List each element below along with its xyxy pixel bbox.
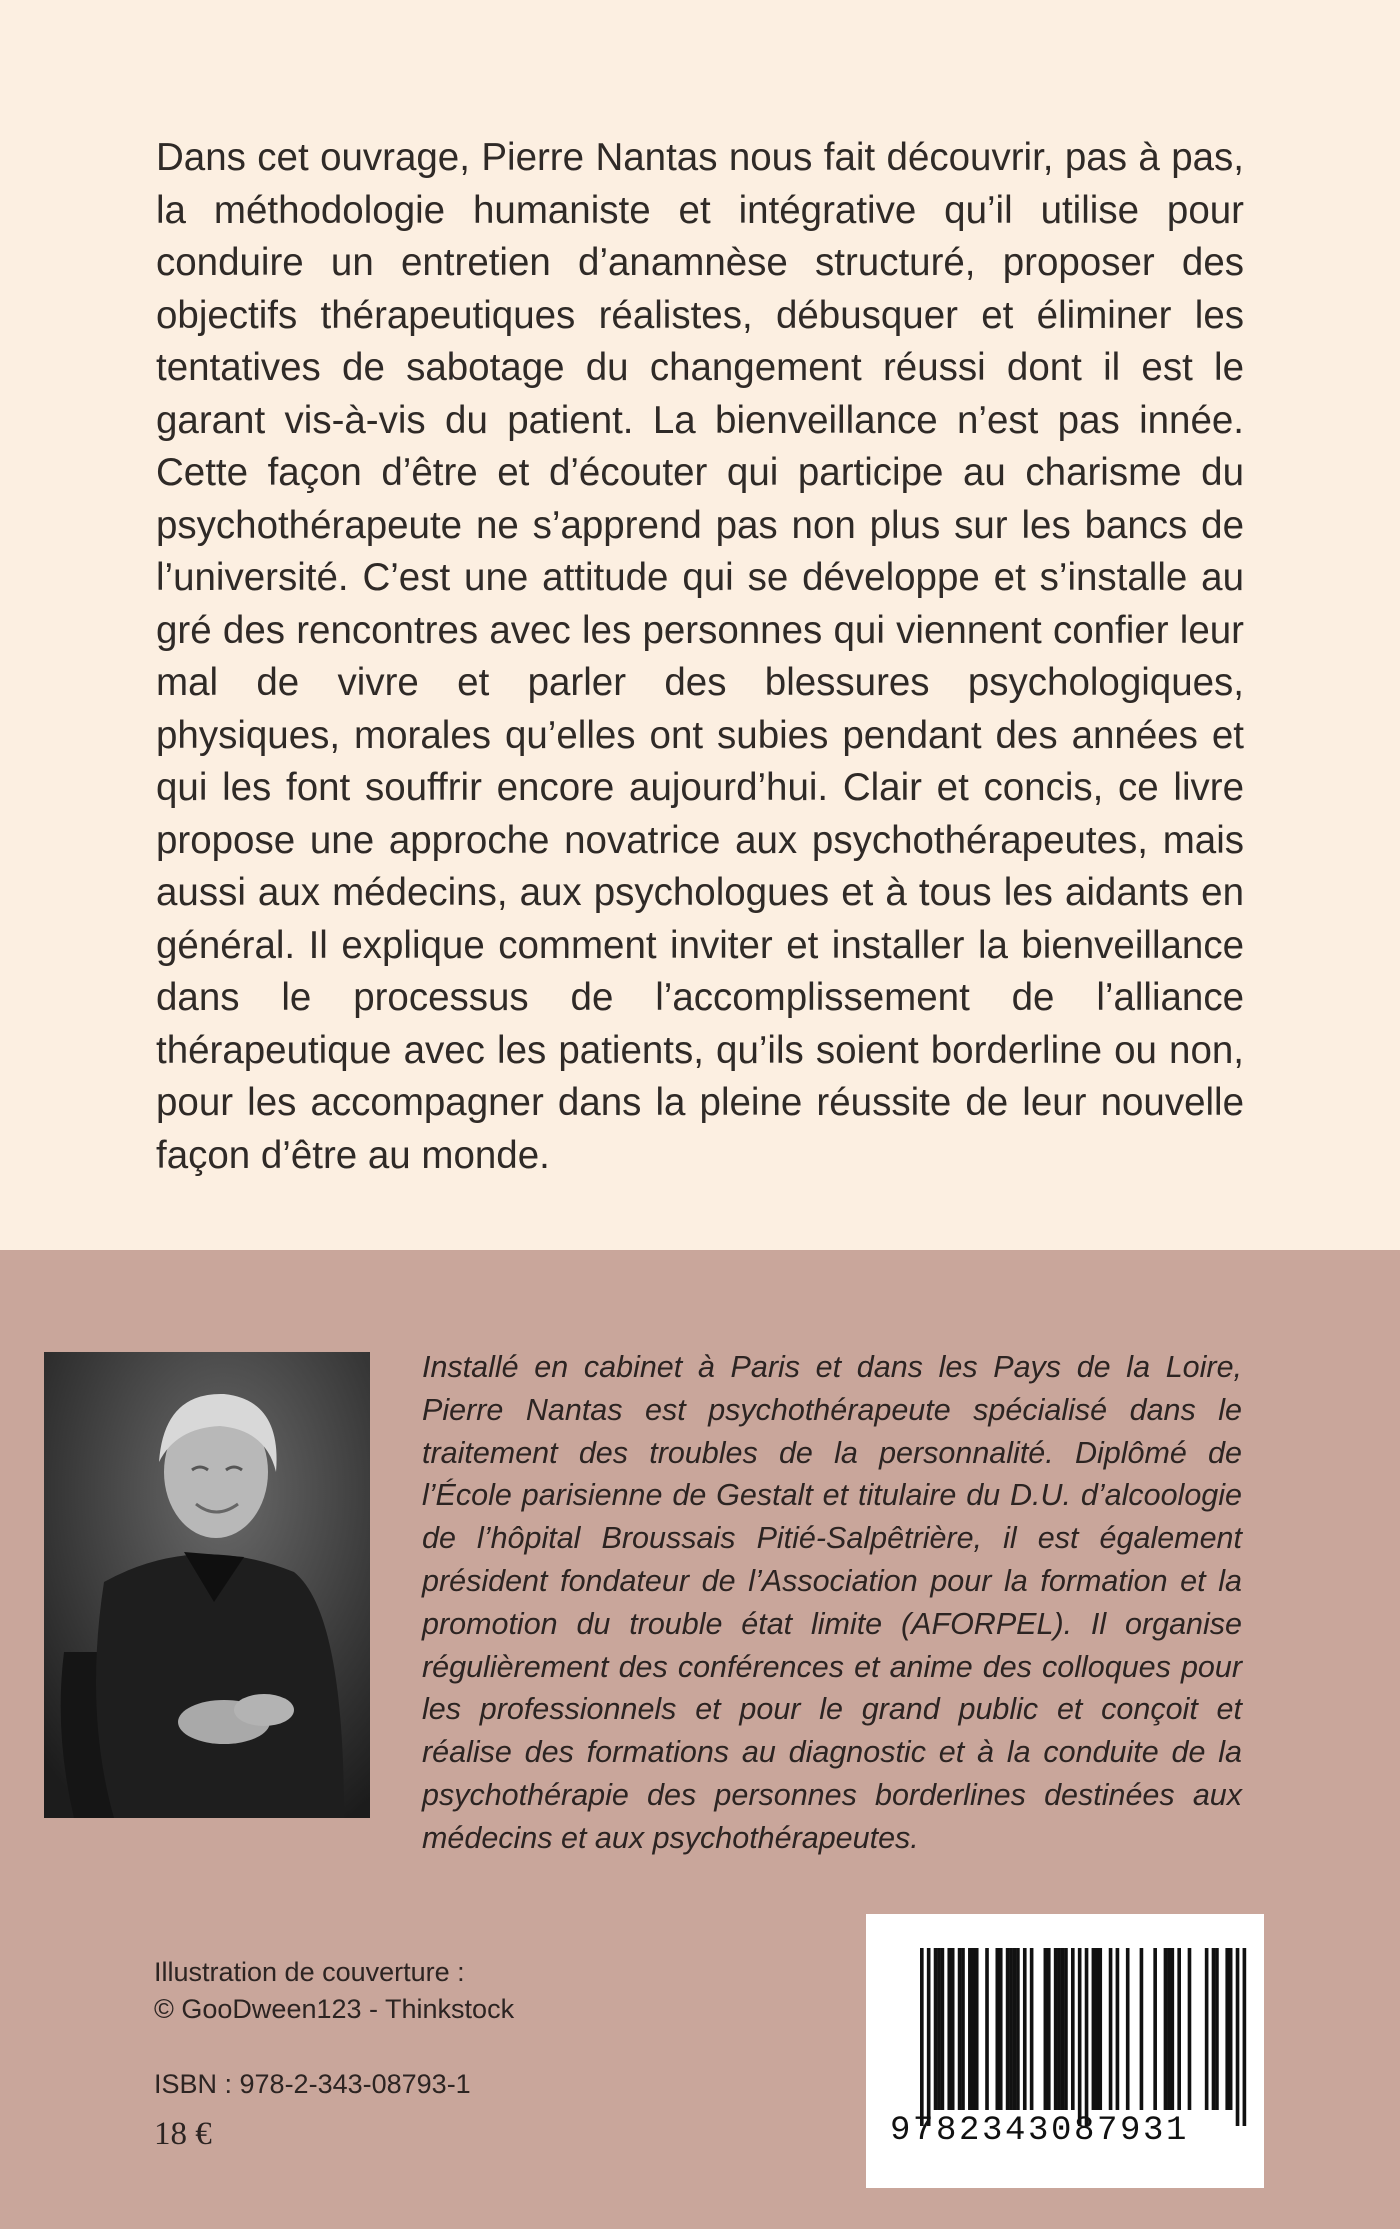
barcode-bar — [1092, 1948, 1096, 2110]
cover-credits — [154, 1954, 514, 2028]
barcode-bar — [1054, 1948, 1058, 2110]
barcode-bar — [1009, 1948, 1013, 2110]
barcode-bar — [920, 1948, 924, 2126]
barcode-bar — [1098, 1948, 1102, 2110]
barcode-bar — [995, 1948, 999, 2110]
barcode-bar — [1153, 1948, 1157, 2110]
barcode-bar — [1061, 1948, 1065, 2110]
barcode-bar — [937, 1948, 941, 2110]
barcode-bar — [934, 1948, 938, 2110]
barcode-bar — [1116, 1948, 1120, 2110]
barcode-bar — [999, 1948, 1003, 2110]
barcode-bar — [1205, 1948, 1209, 2110]
barcode-bar — [1188, 1948, 1192, 2110]
barcode-bar — [1085, 1948, 1089, 2126]
barcode-bar — [985, 1948, 989, 2110]
barcode-bar — [1095, 1948, 1099, 2110]
barcode-bar — [975, 1948, 979, 2110]
barcode-bar — [1167, 1948, 1171, 2110]
barcode-bar — [1006, 1948, 1010, 2110]
book-summary: Dans cet ouvrage, Pierre Nantas nous fait découvrir, pas à pas, la méthodologie humaniste et intégrative qu’il utilise pour conduire un entretien d’anamnèse structuré, proposer des objectifs thérapeutiques réalistes, débusquer et éliminer les tentatives de sabotage du changement réussi dont il est le garant vis-à-vis du patient. La bienveillance n’est pas innée. Cette façon d’être et d’écouter qui participe au charisme du psychothérapeute ne s’apprend pas non plus sur les bancs de l’université. C’est une attitude qui se développe et s’installe au gré des rencontres avec les personnes qui viennent confier leur mal de vivre et parler des blessures psychologiques, physiques, morales qu’elles ont subies pendant des années et qui les font souffrir encore aujourd’hui. Clair et concis, ce livre propose une approche novatrice aux psychothérapeutes, mais aussi aux médecins, aux psychologues et à tous les aidants en général. Il explique comment inviter et installer la bienveillance dans le processus de l’accomplissement de l’alliance thérapeutique avec les patients, qu’ils soient borderline ou non, pour les accompagner dans la pleine réussite de leur nouvelle façon d’être au monde. — [156, 136, 1244, 1177]
credits-label: Illustration de couverture : — [154, 1957, 465, 1987]
barcode-bar — [1212, 1948, 1216, 2110]
barcode-bar — [1030, 1948, 1034, 2110]
barcode-bar — [1177, 1948, 1181, 2110]
barcode-bar — [1243, 1948, 1247, 2126]
barcode-bar — [1164, 1948, 1168, 2110]
barcode-bar — [927, 1948, 931, 2126]
barcode-bar — [1140, 1948, 1144, 2110]
barcode-bar — [1013, 1948, 1017, 2110]
barcode-bar — [971, 1948, 975, 2110]
barcode-digits: 9782343087931 — [890, 2112, 1190, 2150]
barcode-bar — [958, 1948, 962, 2110]
isbn-number: ISBN : 978-2-343-08793-1 — [154, 2069, 471, 2099]
barcode — [866, 1914, 1264, 2188]
barcode-bar — [968, 1948, 972, 2110]
credits-source: © GooDween123 - Thinkstock — [154, 1994, 515, 2024]
barcode-bar — [1078, 1948, 1082, 2126]
author-biography: Installé en cabinet à Paris et dans les Pays de la Loire, Pierre Nantas est psychothérapeute spécialisé dans le traitement des troubles de la personnalité. Diplômé de l’École parisienne de Gestalt et titulaire du D.U. d’alcoologie de l’hôpital Broussais Pitié-Salpêtrière, il est également président fondateur de l’Association pour la formation et la promotion du trouble état limite (AFORPEL). Il organise régulièrement des conférences et anime des colloques pour les professionnels et pour le grand public et conçoit et réalise des formations au diagnostic et à la conduite de la psychothérapie des personnes borderlines destinées aux médecins et aux psychothérapeutes. — [422, 1350, 1242, 1855]
barcode-bar — [1229, 1948, 1233, 2110]
barcode-bar — [1171, 1948, 1175, 2110]
barcode-bar — [1023, 1948, 1027, 2110]
barcode-bar — [1126, 1948, 1130, 2110]
barcode-bar — [1236, 1948, 1240, 2126]
barcode-bar — [951, 1948, 955, 2110]
barcode-bar — [1044, 1948, 1048, 2110]
barcode-bar — [941, 1948, 945, 2110]
barcode-bar — [1057, 1948, 1061, 2110]
barcode-bar — [1047, 1948, 1051, 2110]
barcode-bar — [1016, 1948, 1020, 2110]
barcode-bar — [1064, 1948, 1068, 2110]
barcode-bar — [1215, 1948, 1219, 2110]
barcode-bar — [1225, 1948, 1229, 2110]
author-photo — [44, 1352, 370, 1818]
barcode-bar — [1109, 1948, 1113, 2110]
barcode-bar — [947, 1948, 951, 2110]
book-price: 18 € — [154, 2116, 212, 2152]
barcode-bar — [1071, 1948, 1075, 2110]
barcode-bar — [961, 1948, 965, 2110]
